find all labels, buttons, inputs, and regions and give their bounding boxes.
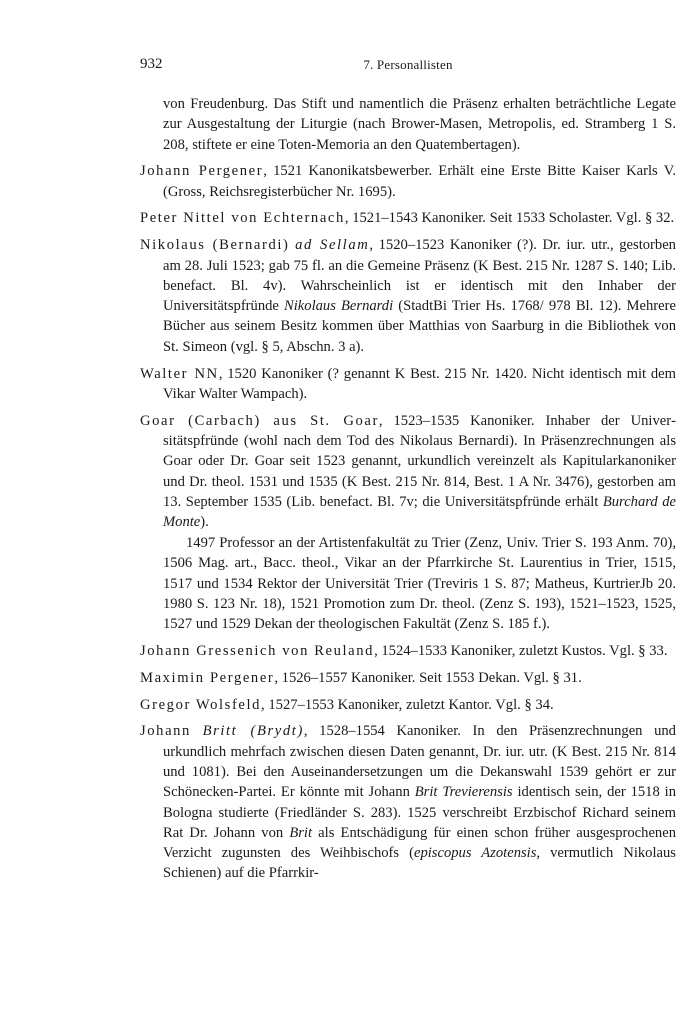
entry-text: , 1520 Kanoniker (? genannt K Best. 215 Nr. 1420. Nicht identisch mit dem Vikar Walter Wampach). [163,365,676,402]
entry-text: , 1528–1554 Kanoniker. In den Präsenzrechnungen und urkundlich mehrfach zwischen diesen Daten genannt, Dr. iur. utr. (K Best. 215 Nr. 814 und 1081). Bei den Auseinandersetzungen um die Dekanswahl 1539 gehört er zur Schönecken-Partei. Er könnte mit Johann [163,723,676,801]
entry-text: , 1527–1553 Kanoniker, zuletzt Kantor. Vgl. § 34. [261,696,554,713]
entry-italic-text: Brit Trevierensis [414,784,513,801]
entry-continuation [140,94,676,155]
running-head: 7. Personallisten [363,57,453,72]
entry-text: ). [200,514,209,531]
entry-name: Johann Gressenich von Reuland [140,642,375,659]
entry-text: , 1520–1523 Kanoniker (?). Dr. iur. utr., gestorben am 28. Juli 1523; gab 75 fl. an die Gemeine Präsenz (K Best. 215 Nr. 1287 S. 140; Lib. benefact. Bl. 4v). Wahrscheinlich ist er identisch mit den Inhaber der Universitätspfründe [163,237,676,315]
entry-johann-britt [140,721,676,883]
page-header [140,56,676,76]
entry-text: , vermutlich Nikolaus Schienen) auf die Pfarrkir- [163,845,676,882]
entry-text: von Freudenburg. Das Stift und namentlich die Präsenz erhalten beträchtliche Legate zur Ausgestaltung der Liturgie (nach Brower-Masen, Metropolis, ed. Stramberg 1 S. 208, stiftete er eine Toten-Memoria an den Quatembertagen). [163,96,676,153]
entry-text: , 1521–1543 Kanoniker. Seit 1533 Scholaster. Vgl. § 32. [344,210,675,227]
entry-text: , 1523–1535 Kanoniker. Inhaber der Universitätspfründe (wohl nach dem Tod des Nikolaus Bernardi). In Präsenzrechnungen als Goar oder Dr. Goar seit 1523 genannt, urkundlich vereinzelt als Kapitularkanoniker und Dr. theol. 1531 und 1535 (K Best. 215 Nr. 814, Best. 1 A Nr. 3476), gestorben am 13. September 1535 (Lib. benefact. Bl. 7v; die Universitätspfründe erhält [163,412,676,510]
entry-name: Johann Pergener [140,163,264,180]
entry-gregor-wolsfeld [140,695,676,715]
entry-italic-text: Nikolaus Bernardi [284,298,394,315]
entry-goar-carbach-paragraph [140,533,676,634]
entry-text: , 1524–1533 Kanoniker, zuletzt Kustos. Vgl. § 33. [374,642,668,659]
entry-name: Johann [140,723,191,740]
entry-italic-text: Brit [289,824,313,841]
entry-text: als Entschädigung für einen schon früher ausgesprochenen Verzicht zugunsten des Weihbischofs ( [163,824,676,862]
entry-peter-nittel [140,208,676,228]
entry-name: Goar (Carbach) aus St. Goar [140,412,379,429]
entry-name: Gregor Wolsfeld [140,696,262,713]
entry-text: , 1521 Kanonikatsbewerber. Erhält eine Erste Bitte Kaiser Karls V. (Gross, Reichsregisterbücher Nr. 1695). [163,163,676,200]
entry-name-italic: ad Sellam [295,237,370,254]
entry-name: Maximin Pergener [140,669,275,686]
entry-text: (StadtBi Trier Hs. 1768/ 978 Bl. 12). Mehrere Bücher aus seinem Besitz kommen über Matthias von Saarburg in die Bibliothek von St. Simeon (vgl. § 5, Abschn. 3 a). [163,298,676,355]
entry-name: Peter Nittel von Echternach [140,210,345,227]
entry-text: identisch sein, der 1518 in Bologna studierte (Friedländer S. 283). 1525 verschreibt Erzbischof Richard seinem Rat Dr. Johann von [163,784,676,841]
entry-maximin-pergener [140,668,676,688]
entry-name: Walter NN [140,365,219,382]
entry-goar-carbach [140,411,676,533]
page-number: 932 [140,56,163,72]
entry-johann-pergener [140,161,676,202]
entry-italic-text: episcopus Azotensis [413,845,537,862]
entry-johann-gressenich [140,641,676,661]
document-body [140,94,676,890]
entry-name-italic: Britt (Brydt) [202,723,304,740]
entry-name: Nikolaus (Bernardi) [140,237,290,254]
entry-text: 1497 Professor an der Artistenfakultät zu Trier (Zenz, Univ. Trier S. 193 Anm. 70), 1506 Mag. art., Bacc. theol., Vikar an der Pfarrkirche St. Laurentius in Trier, 1515, 1517 und 1534 Rektor der Universität Trier (Treviris 1 S. 87; Matheus, KurtrierJb 20. 1980 S. 123 Nr. 18), 1521 Promotion zum Dr. theol. (Zenz S. 193), 1521–1523, 1525, 1527 und 1529 Dekan der theologischen Fakultät (Zenz S. 185 f.). [163,534,676,633]
entry-text: , 1526–1557 Kanoniker. Seit 1553 Dekan. Vgl. § 31. [274,669,582,686]
entry-italic-text: Burchard de Monte [163,493,676,531]
entry-nikolaus-bernardi [140,235,676,357]
entry-walter-nn [140,364,676,405]
